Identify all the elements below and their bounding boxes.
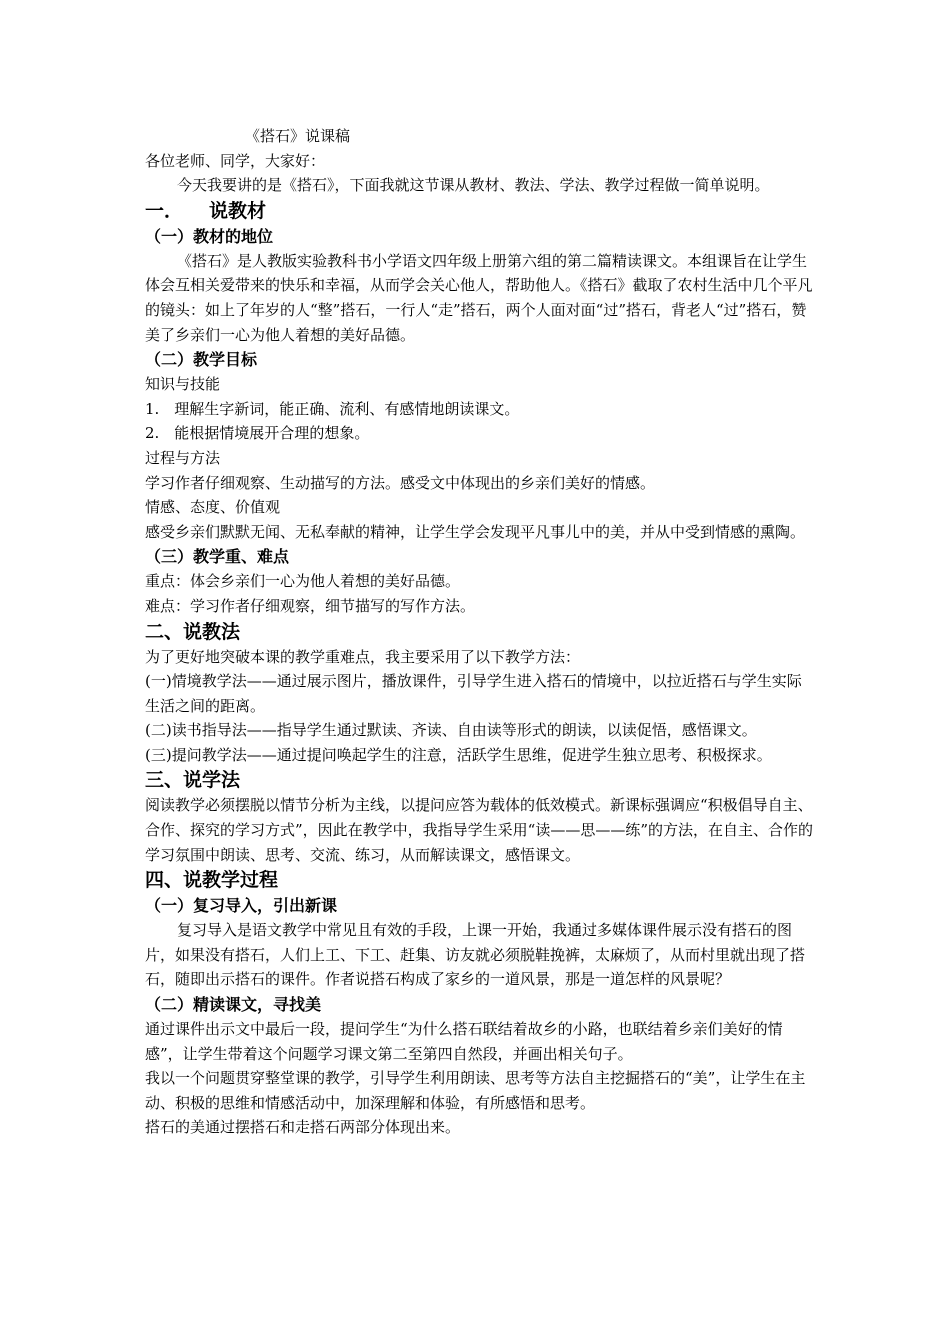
section-4-2-paragraph-2: 我以一个问题贯穿整堂课的教学，引导学生利用朗读、思考等方法自主挖掘搭石的“美”，让学生在主动、积极的思维和情感活动中，加深理解和体验，有所感悟和思考。 bbox=[145, 1069, 806, 1112]
goal-emotion-heading: 情感、态度、价值观 bbox=[145, 498, 281, 517]
section-1-1-text: 《搭石》是人教版实验教科书小学语文四年级上册第六组的第二篇精读课文。本组课旨在让学生体会互相关爱带来的快乐和幸福，从而学会关心他人，帮助他人。《搭石》截取了农村生活中几个平凡的镜头：如上了年岁的人“整”搭石，一行人“走”搭石，两个人面对面“过”搭石，背老人“过”搭石，赞美了乡亲们一心为他人着想的美好品德。 bbox=[145, 251, 813, 344]
method-3: (三)提问教学法——通过提问唤起学生的注意，活跃学生思维，促进学生独立思考、积极探求。 bbox=[145, 745, 772, 764]
hard-point: 难点：学习作者仔细观察，细节描写的写作方法。 bbox=[145, 596, 476, 615]
goal-knowledge-heading: 知识与技能 bbox=[145, 375, 221, 394]
key-point: 重点：体会乡亲们一心为他人着想的美好品德。 bbox=[145, 572, 461, 591]
section-1-heading bbox=[145, 198, 813, 224]
section-4-2-heading: （二）精读课文，寻找美 bbox=[145, 995, 322, 1015]
section-1-1-heading: （一）教材的地位 bbox=[145, 226, 274, 246]
goal-knowledge-item-1: 1. 理解生字新词，能正确、流利、有感情地朗读课文。 bbox=[145, 399, 520, 418]
section-4-1-text: 复习导入是语文教学中常见且有效的手段，上课一开始，我通过多媒体课件展示没有搭石的图片，如果没有搭石，人们上工、下工、赶集、访友就必须脱鞋挽裤，太麻烦了，从而村里就出现了搭石，随即出示搭石的课件。作者说搭石构成了家乡的一道风景，那是一道怎样的风景呢？ bbox=[145, 921, 806, 989]
greeting: 各位老师、同学，大家好： bbox=[145, 151, 326, 170]
document-title: 《搭石》说课稿 bbox=[245, 127, 351, 145]
method-1: (一)情境教学法——通过展示图片，播放课件，引导学生进入搭石的情境中，以拉近搭石与学生实际生活之间的距离。 bbox=[145, 672, 802, 715]
section-2-intro: 为了更好地突破本课的教学重难点，我主要采用了以下教学方法： bbox=[145, 647, 581, 666]
intro-paragraph: 今天我要讲的是《搭石》，下面我就这节课从教材、教法、学法、教学过程做一简单说明。 bbox=[177, 176, 770, 195]
section-3-heading: 三、说学法 bbox=[145, 769, 241, 792]
section-4-2-paragraph-3: 搭石的美通过摆搭石和走搭石两部分体现出来。 bbox=[145, 1118, 461, 1137]
document-page bbox=[145, 0, 813, 1140]
section-2-heading: 二、说教法 bbox=[145, 620, 241, 643]
section-4-1-heading: （一）复习导入，引出新课 bbox=[145, 896, 338, 916]
goal-emotion-text: 感受乡亲们默默无闻、无私奉献的精神，让学生学会发现平凡事儿中的美，并从中受到情感的熏陶。 bbox=[145, 522, 806, 541]
section-1-number: 一． bbox=[145, 199, 184, 222]
section-1-2-heading: （二）教学目标 bbox=[145, 350, 258, 370]
method-2: (二)读书指导法——指导学生通过默读、齐读、自由读等形式的朗读，以读促悟，感悟课文。 bbox=[145, 721, 757, 740]
section-1-title: 说教材 bbox=[209, 199, 267, 222]
section-1-3-heading: （三）教学重、难点 bbox=[145, 547, 290, 567]
section-4-heading: 四、说教学过程 bbox=[145, 869, 279, 892]
goal-process-text: 学习作者仔细观察、生动描写的方法。感受文中体现出的乡亲们美好的情感。 bbox=[145, 473, 656, 492]
goal-process-heading: 过程与方法 bbox=[145, 448, 221, 467]
goal-knowledge-item-2: 2. 能根据情境展开合理的想象。 bbox=[145, 424, 370, 443]
section-3-text: 阅读教学必须摆脱以情节分析为主线，以提问应答为载体的低效模式。新课标强调应“积极倡导自主、合作、探究的学习方式”，因此在教学中，我指导学生采用“读——思——练”的方法，在自主、合作的学习氛围中朗读、思考、交流、练习，从而解读课文，感悟课文。 bbox=[145, 796, 814, 864]
section-4-2-paragraph-1: 通过课件出示文中最后一段，提问学生“为什么搭石联结着故乡的小路，也联结着乡亲们美好的情感”，让学生带着这个问题学习课文第二至第四自然段，并画出相关句子。 bbox=[145, 1020, 783, 1063]
